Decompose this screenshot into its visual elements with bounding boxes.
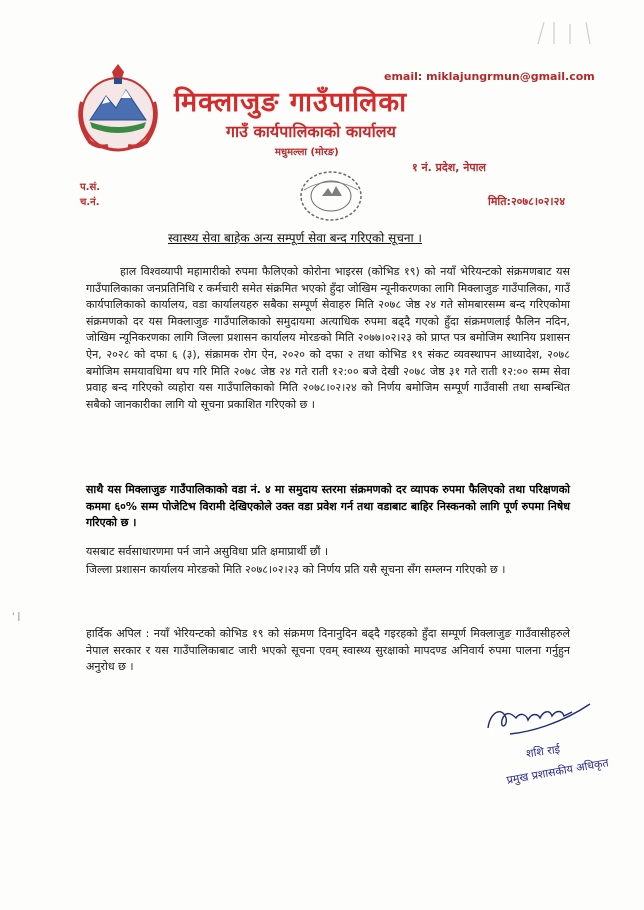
signature-icon (480, 694, 596, 744)
signer-name: शशि राई (525, 742, 561, 761)
office-seal-icon (292, 168, 370, 224)
body-paragraph-main: हाल विश्वव्यापी महामारीको रुपमा फैलिएको कोरोना भाइरस (कोभिड १९) को नयाँ भेरियन्टको संक्रमणबाट यस गाउँपालिकाका जनप्रतिनिधि र कर्मचारी समेत संक्रमित भएको हुँदा जोखिम न्यूनीकरणका लागि मिक्लाजुङ गाउँपालिका, गाउँ कार्यपालिकाको कार्यालय, वडा कार्यालयहरु सबैका सम्पूर्ण सेवाहरु मिति २०७८ जेष्ठ २४ गते सोमबारसम्म बन्द गरिएकोमा संक्रमणको दर यस मिक्लाजुङ गाउँपालिकाको समुदायमा अत्याधिक रुपमा बढ्दै गएको हुँदा संक्रमणलाई फैलिन नदिन, जोखिम न्यूनिकरणका लागि जिल्ला प्रशासन कार्यालय मोरङको मिति २०७७।०२।२३ को प्राप्त पत्र बमोजिम स्थानिय प्रशासन ऐन, २०२८ को दफा ६ (३), संक्रामक रोग ऐन, २०२० को दफा २ तथा कोभिड १९ संकट व्यवस्थापन आध्यादेश, २०७८ बमोजिम समयावधिमा थप गरि मिति २०७८ जेष्ठ २४ गते राती १२:०० बजे देखी २०७८ जेष्ठ ३१ गते राती १२:०० सम्म सेवा प्रवाह बन्द गरिएको व्यहोरा यस गाउँपालिकाको मिति २०७८।०२।२४ को निर्णय बमोजिम सम्पूर्ण गाउँवासी तथा सम्बन्धित सबैको जानकारीका लागि यो सूचना प्रकाशित गरिएको छ । (86, 265, 570, 411)
body-paragraph-attachment: जिल्ला प्रशासन कार्यालय मोरङको मिति २०७८।०२।२३ को निर्णय प्रति यसै सूचना सँग सम्लग्न गरिएको छ । (86, 563, 506, 576)
body-paragraph-appeal: हार्दिक अपिल : नयाँ भेरियन्टको कोभिड १९ को संक्रमण दिनानुदिन बढ्दै गइरहको हुँदा सम्पूर्ण मिक्लाजुङ गाउँवासीहरुले नेपाल सरकार र यस गाउँपालिकाबाट जारी भएको सूचना एवम् स्वास्थ्य सुरक्षाको मापदण्ड अनिवार्य रुपमा पालना गर्नुहुन अनुरोध छ । (86, 627, 570, 674)
margin-mark: ' | (12, 612, 21, 622)
office-name: गाउँ कार्यपालिकाको कार्यालय (226, 122, 396, 141)
province-label: १ नं. प्रदेश, नेपाल (412, 161, 486, 174)
office-location: मधुमल्ला (मोरङ) (275, 147, 339, 158)
notice-subject: स्वास्थ्य सेवा बाहेक अन्य सम्पूर्ण सेवा बन्द गरिएको सूचना । (168, 231, 422, 245)
signer-designation: प्रमुख प्रशासकीय अधिकृत (505, 756, 610, 787)
body-paragraph-apology: यसबाट सर्वसाधारणमा पर्न जाने असुविधा प्रति क्षमाप्रार्थी छौं । (86, 545, 329, 558)
reference-number-label: प.सं. (80, 182, 101, 193)
body-paragraph-ward-restriction: साथै यस मिक्लाजुङ गाउँपालिकाको वडा नं. ४ मा समुदाय स्तरमा संक्रमणको दर व्यापक रुपमा फैलिएको तथा परिक्षणको कममा ६०% सम्म पोजेटिभ विरामी देखिएकोले उक्त वडा प्रवेश गर्न तथा वडाबाट बाहिर निस्कनको लागि पूर्ण रुपमा निषेध गरिएको छ । (86, 483, 570, 530)
email-address: email: miklajungrmun@gmail.com (384, 70, 595, 83)
letter-date: मिति:२०७८।०२।२४ (488, 195, 566, 208)
scan-mark-icon (534, 18, 606, 48)
dispatch-number-label: च.नं. (80, 197, 100, 208)
nepal-emblem-icon (68, 62, 168, 158)
municipality-name: मिक्लाजुङ गाउँपालिका (174, 87, 408, 118)
